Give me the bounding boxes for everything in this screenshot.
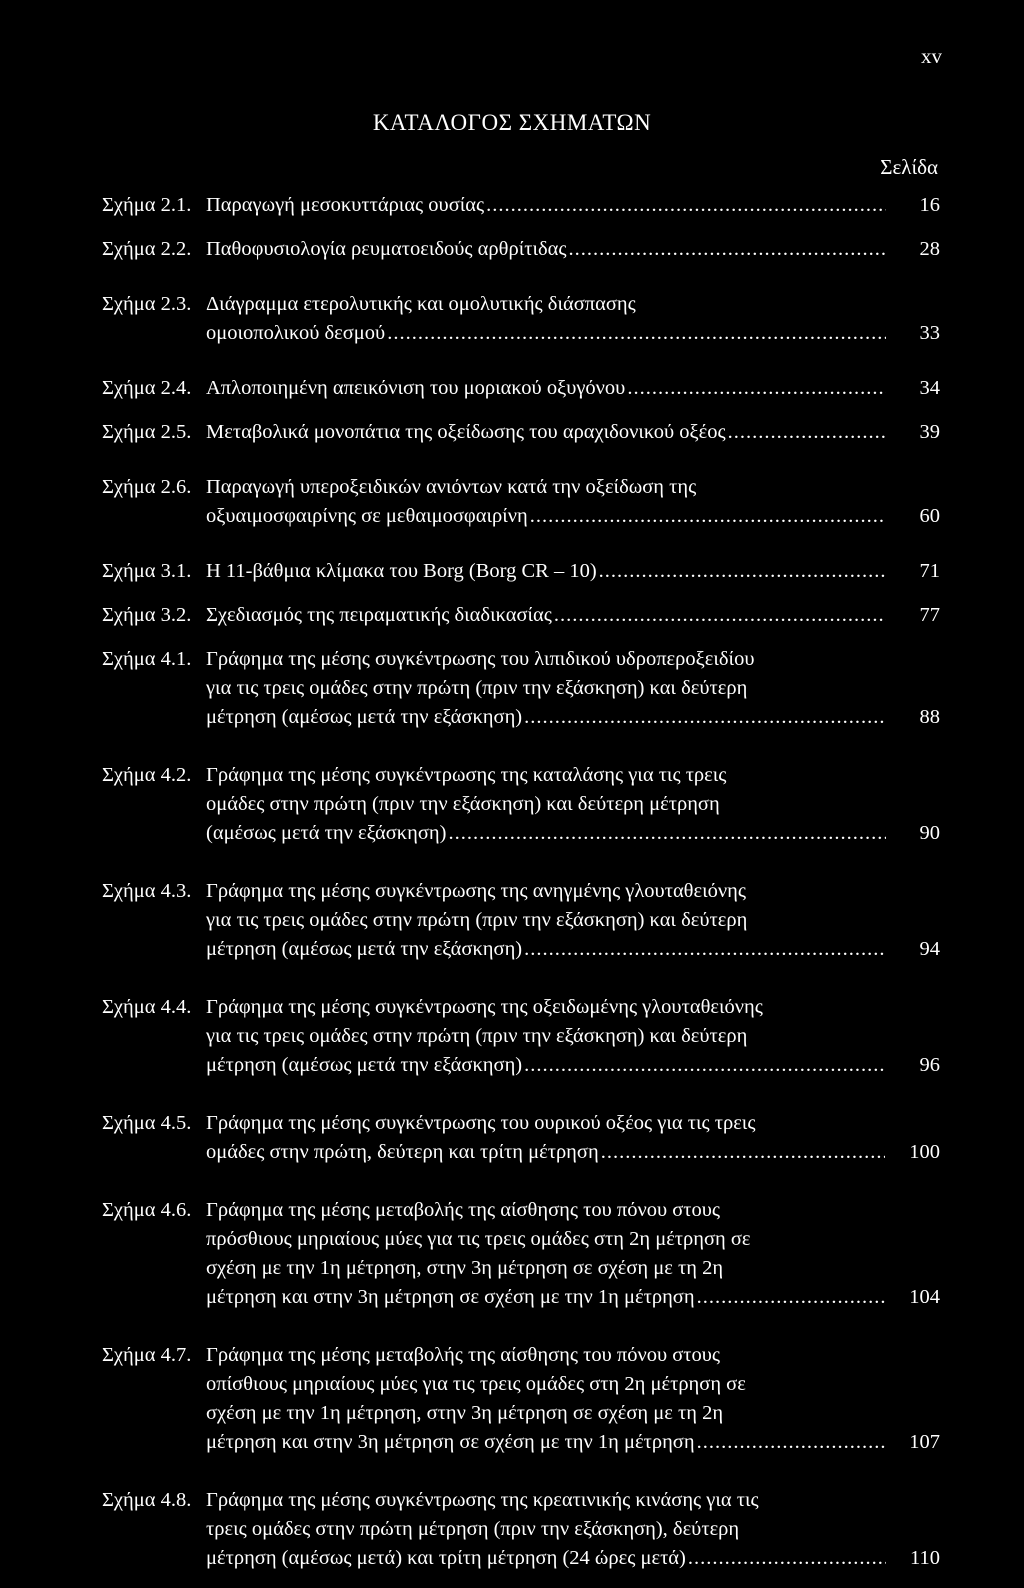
figure-label: Σχήμα 4.5. [102, 1112, 192, 1134]
page-reference: 107 [909, 1431, 940, 1453]
caption-line: (αμέσως μετά την εξάσκηση) [206, 822, 447, 844]
figure-caption [206, 235, 940, 264]
dot-leader [568, 235, 886, 264]
figure-entry [102, 1109, 940, 1167]
figure-entry [102, 557, 940, 586]
page-reference: 88 [919, 706, 940, 728]
caption-line: Γράφημα της μέσης συγκέντρωσης του ουρικού οξέος για τις τρεις [206, 1112, 756, 1134]
dot-leader [387, 319, 886, 348]
page-reference: 77 [919, 604, 940, 626]
figure-entry [102, 1341, 940, 1457]
figure-caption [206, 191, 940, 220]
figure-list [102, 191, 940, 1588]
figure-entry [102, 235, 940, 264]
caption-line: Παθοφυσιολογία ρευματοειδούς αρθρίτιδας [206, 238, 567, 260]
figure-caption [206, 374, 940, 403]
figure-entry [102, 993, 940, 1080]
caption-last-line [206, 557, 940, 586]
caption-last-line [206, 1283, 940, 1312]
figure-label: Σχήμα 3.1. [102, 560, 192, 582]
dot-leader [688, 1544, 886, 1573]
caption-line: Γράφημα της μέσης συγκέντρωσης της ανηγμένης γλουταθειόνης [206, 880, 746, 902]
figure-caption [206, 290, 940, 348]
caption-line: Διάγραμμα ετερολυτικής και ομολυτικής διάσπασης [206, 293, 636, 315]
caption-line: ομάδες στην πρώτη, δεύτερη και τρίτη μέτρηση [206, 1141, 599, 1163]
figure-label: Σχήμα 2.1. [102, 194, 192, 216]
caption-line: για τις τρεις ομάδες στην πρώτη (πριν την εξάσκηση) και δεύτερη [206, 677, 748, 699]
page-reference: 100 [909, 1141, 940, 1163]
figure-entry [102, 601, 940, 630]
caption-last-line [206, 935, 940, 964]
dot-leader [601, 1138, 886, 1167]
caption-last-line [206, 1051, 940, 1080]
figure-entry [102, 191, 940, 220]
caption-line: Γράφημα της μέσης μεταβολής της αίσθησης του πόνου στους [206, 1199, 721, 1221]
caption-line: Γράφημα της μέσης συγκέντρωσης της καταλάσης για τις τρεις [206, 764, 727, 786]
figure-label: Σχήμα 2.6. [102, 476, 192, 498]
page-reference: 110 [910, 1547, 940, 1569]
figure-caption [206, 645, 940, 732]
caption-line: ομοιοπολικού δεσμού [206, 322, 386, 344]
caption-line: ομάδες στην πρώτη (πριν την εξάσκηση) και δεύτερη μέτρηση [206, 793, 720, 815]
dot-leader [524, 935, 886, 964]
page-reference: 60 [919, 505, 940, 527]
caption-last-line [206, 1138, 940, 1167]
caption-line: Γράφημα της μέσης συγκέντρωσης της οξειδωμένης γλουταθειόνης [206, 996, 763, 1018]
caption-last-line [206, 418, 940, 447]
caption-last-line [206, 191, 940, 220]
caption-line: μέτρηση (αμέσως μετά την εξάσκηση) [206, 706, 523, 728]
dot-leader [697, 1283, 886, 1312]
caption-last-line [206, 319, 940, 348]
caption-line: Σχεδιασμός της πειραματικής διαδικασίας [206, 604, 552, 626]
figure-caption [206, 1341, 940, 1457]
caption-line: Παραγωγή υπεροξειδικών ανιόντων κατά την οξείδωση της [206, 476, 697, 498]
caption-line: οπίσθιους μηριαίους μύες για τις τρεις ομάδες στη 2η μέτρηση σε [206, 1373, 746, 1395]
page-reference: 33 [919, 322, 940, 344]
caption-line: Μεταβολικά μονοπάτια της οξείδωσης του αραχιδονικού οξέος [206, 421, 726, 443]
figure-caption [206, 877, 940, 964]
dot-leader [554, 601, 886, 630]
caption-line: σχέση με την 1η μέτρηση, στην 3η μέτρηση σε σχέση με τη 2η [206, 1257, 724, 1279]
figure-entry [102, 374, 940, 403]
figure-entry [102, 473, 940, 531]
caption-last-line [206, 703, 940, 732]
dot-leader [530, 502, 886, 531]
figure-label: Σχήμα 2.4. [102, 377, 192, 399]
caption-last-line [206, 819, 940, 848]
page-number: xv [921, 44, 942, 68]
caption-line: μέτρηση και στην 3η μέτρηση σε σχέση με την 1η μέτρηση [206, 1431, 695, 1453]
figure-label: Σχήμα 4.2. [102, 764, 192, 786]
dot-leader [486, 191, 886, 220]
dot-leader [627, 374, 886, 403]
dot-leader [524, 1051, 886, 1080]
caption-last-line [206, 502, 940, 531]
caption-line: Γράφημα της μέσης μεταβολής της αίσθησης του πόνου στους [206, 1344, 721, 1366]
figure-label: Σχήμα 4.3. [102, 880, 192, 902]
figure-label: Σχήμα 4.6. [102, 1199, 192, 1221]
figure-label: Σχήμα 4.4. [102, 996, 192, 1018]
dot-leader [599, 557, 886, 586]
page-reference: 28 [919, 238, 940, 260]
caption-line: Απλοποιημένη απεικόνιση του μοριακού οξυγόνου [206, 377, 626, 399]
caption-line: μέτρηση και στην 3η μέτρηση σε σχέση με την 1η μέτρηση [206, 1286, 695, 1308]
page-reference: 94 [919, 938, 940, 960]
figure-entry [102, 1196, 940, 1312]
figure-entry [102, 290, 940, 348]
figure-label: Σχήμα 4.8. [102, 1489, 192, 1511]
page-reference: 96 [919, 1054, 940, 1076]
caption-line: τρεις ομάδες στην πρώτη μέτρηση (πριν την εξάσκηση), δεύτερη [206, 1518, 740, 1540]
dot-leader [448, 819, 886, 848]
figure-entry [102, 761, 940, 848]
figure-label: Σχήμα 2.5. [102, 421, 192, 443]
figure-caption [206, 601, 940, 630]
caption-line: μέτρηση (αμέσως μετά την εξάσκηση) [206, 1054, 523, 1076]
figure-entry [102, 1486, 940, 1573]
caption-line: πρόσθιους μηριαίους μύες για τις τρεις ομάδες στη 2η μέτρηση σε [206, 1228, 751, 1250]
dot-leader [697, 1428, 886, 1457]
figure-caption [206, 761, 940, 848]
caption-line: για τις τρεις ομάδες στην πρώτη (πριν την εξάσκηση) και δεύτερη [206, 1025, 748, 1047]
caption-last-line [206, 601, 940, 630]
caption-line: μέτρηση (αμέσως μετά την εξάσκηση) [206, 938, 523, 960]
figure-label: Σχήμα 3.2. [102, 604, 192, 626]
dot-leader [728, 418, 886, 447]
page-reference: 16 [919, 194, 940, 216]
page-reference: 39 [919, 421, 940, 443]
figure-label: Σχήμα 4.7. [102, 1344, 192, 1366]
caption-line: Η 11-βάθμια κλίμακα του Borg (Borg CR – 10) [206, 560, 597, 582]
figure-caption [206, 1486, 940, 1573]
caption-last-line [206, 374, 940, 403]
figure-caption [206, 993, 940, 1080]
figure-label: Σχήμα 2.2. [102, 238, 192, 260]
figure-caption [206, 1109, 940, 1167]
page-column-header: Σελίδα [880, 155, 938, 179]
caption-line: Παραγωγή μεσοκυττάριας ουσίας [206, 194, 485, 216]
caption-line: για τις τρεις ομάδες στην πρώτη (πριν την εξάσκηση) και δεύτερη [206, 909, 748, 931]
figure-entry [102, 877, 940, 964]
figure-entry [102, 418, 940, 447]
page-reference: 104 [909, 1286, 940, 1308]
caption-line: Γράφημα της μέσης συγκέντρωσης της κρεατινικής κινάσης για τις [206, 1489, 759, 1511]
page-reference: 90 [919, 822, 940, 844]
page-reference: 71 [919, 560, 940, 582]
caption-line: οξυαιμοσφαιρίνης σε μεθαιμοσφαιρίνη [206, 505, 528, 527]
caption-line: Γράφημα της μέσης συγκέντρωσης του λιπιδικού υδροπεροξειδίου [206, 648, 755, 670]
figure-caption [206, 473, 940, 531]
figure-label: Σχήμα 4.1. [102, 648, 192, 670]
figure-entry [102, 645, 940, 732]
page-title: ΚΑΤΑΛΟΓΟΣ ΣΧΗΜΑΤΩΝ [372, 110, 652, 135]
page-reference: 34 [919, 377, 940, 399]
figure-label: Σχήμα 2.3. [102, 293, 192, 315]
dot-leader [524, 703, 886, 732]
caption-last-line [206, 235, 940, 264]
figure-caption [206, 557, 940, 586]
caption-line: μέτρηση (αμέσως μετά) και τρίτη μέτρηση (24 ώρες μετά) [206, 1547, 686, 1569]
figure-caption [206, 1196, 940, 1312]
caption-last-line [206, 1544, 940, 1573]
caption-line: σχέση με την 1η μέτρηση, στην 3η μέτρηση σε σχέση με τη 2η [206, 1402, 724, 1424]
figure-caption [206, 418, 940, 447]
caption-last-line [206, 1428, 940, 1457]
